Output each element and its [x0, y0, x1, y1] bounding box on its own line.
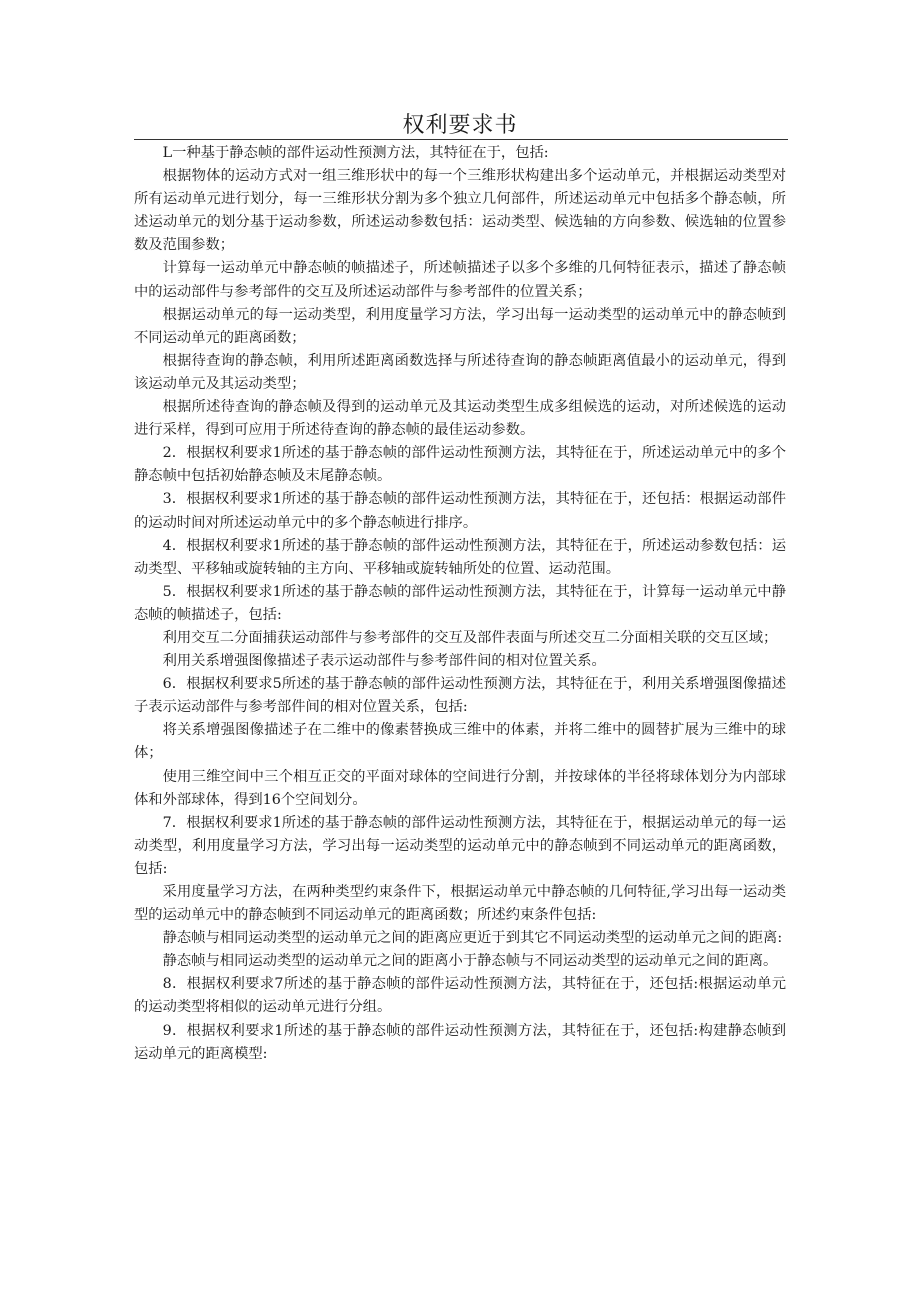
- claim-2: 2．根据权利要求1所述的基于静态帧的部件运动性预测方法，其特征在于，所述运动单元中的多个静态帧中包括初始静态帧及末尾静态帧。: [134, 445, 786, 485]
- claim-5: 5．根据权利要求1所述的基于静态帧的部件运动性预测方法，其特征在于，计算每一运动单元中静态帧的帧描述子，包括:: [134, 583, 786, 623]
- claim-3: 3．根据权利要求1所述的基于静态帧的部件运动性预测方法，其特征在于，还包括：根据运动部件的运动时间对所述运动单元中的多个静态帧进行排序。: [134, 491, 786, 531]
- claim-1-step-metric-learning: 根据运动单元的每一运动类型，利用度量学习方法，学习出每一运动类型的运动单元中的静态帧到不同运动单元的距离函数；: [134, 306, 786, 346]
- claim-6: 6．根据权利要求5所述的基于静态帧的部件运动性预测方法，其特征在于，利用关系增强图像描述子表示运动部件与参考部件间的相对位置关系，包括:: [134, 676, 786, 716]
- document-title: 权利要求书: [402, 113, 518, 138]
- claims-body: [134, 142, 786, 1066]
- claim-7: 7．根据权利要求1所述的基于静态帧的部件运动性预测方法，其特征在于，根据运动单元的每一运动类型，利用度量学习方法，学习出每一运动类型的运动单元中的静态帧到不同运动单元的距离函数，包括:: [134, 814, 786, 877]
- title-underline: [134, 139, 788, 140]
- claim-1-step-build-units: 根据物体的运动方式对一组三维形状中的每一个三维形状构建出多个运动单元，并根据运动类型对所有运动单元进行划分，每一三维形状分割为多个独立几何部件，所述运动单元中包括多个静态帧，所述运动单元的划分基于运动参数，所述运动参数包括：运动类型、候选轴的方向参数、候选轴的位置参数及范围参数；: [134, 168, 786, 254]
- claim-6-step-voxels: 将关系增强图像描述子在二维中的像素替换成三维中的体素，并将二维中的圆替扩展为三维中的球体；: [134, 722, 786, 762]
- claim-8: 8．根据权利要求7所述的基于静态帧的部件运动性预测方法，其特征在于，还包括:根据运动单元的运动类型将相似的运动单元进行分组。: [134, 976, 786, 1016]
- claim-5-step-ibs: 利用交互二分面捕获运动部件与参考部件的交互及部件表面与所述交互二分面相关联的交互区域；: [162, 629, 778, 646]
- claim-1-step-sampling: 根据所述待查询的静态帧及得到的运动单元及其运动类型生成多组候选的运动，对所述候选的运动进行采样，得到可应用于所述待查询的静态帧的最佳运动参数。: [134, 399, 786, 439]
- claim-7-constraint-2: 静态帧与相同运动类型的运动单元之间的距离小于静态帧与不同运动类型的运动单元之间的距离。: [162, 953, 778, 970]
- claim-1-step-descriptor: 计算每一运动单元中静态帧的帧描述子，所述帧描述子以多个多维的几何特征表示，描述了静态帧中的运动部件与参考部件的交互及所述运动部件与参考部件的位置关系；: [134, 260, 786, 300]
- claim-5-step-rais: 利用关系增强图像描述子表示运动部件与参考部件间的相对位置关系。: [162, 653, 606, 670]
- claim-4: 4．根据权利要求1所述的基于静态帧的部件运动性预测方法，其特征在于，所述运动参数包括：运动类型、平移轴或旋转轴的主方向、平移轴或旋转轴所处的位置、运动范围。: [134, 537, 786, 577]
- claim-1-step-select-unit: 根据待查询的静态帧，利用所述距离函数选择与所述待查询的静态帧距离值最小的运动单元，得到该运动单元及其运动类型；: [134, 352, 786, 392]
- claim-9: 9．根据权利要求1所述的基于静态帧的部件运动性预测方法，其特征在于，还包括:构建静态帧到运动单元的距离模型:: [134, 1022, 786, 1062]
- claim-7-constraint-1: 静态帧与相同运动类型的运动单元之间的距离应更近于到其它不同运动类型的运动单元之间的距离:: [162, 930, 783, 947]
- claim-6-step-partition: 使用三维空间中三个相互正交的平面对球体的空间进行分割，并按球体的半径将球体划分为内部球体和外部球体，得到16个空间划分。: [134, 768, 786, 808]
- claim-7-step-constraints: 采用度量学习方法，在两种类型约束条件下，根据运动单元中静态帧的几何特征,学习出每一运动类型的运动单元中的静态帧到不同运动单元的距离函数；所述约束条件包括:: [134, 884, 786, 924]
- claim-1-intro: L一种基于静态帧的部件运动性预测方法，其特征在于，包括:: [162, 145, 549, 161]
